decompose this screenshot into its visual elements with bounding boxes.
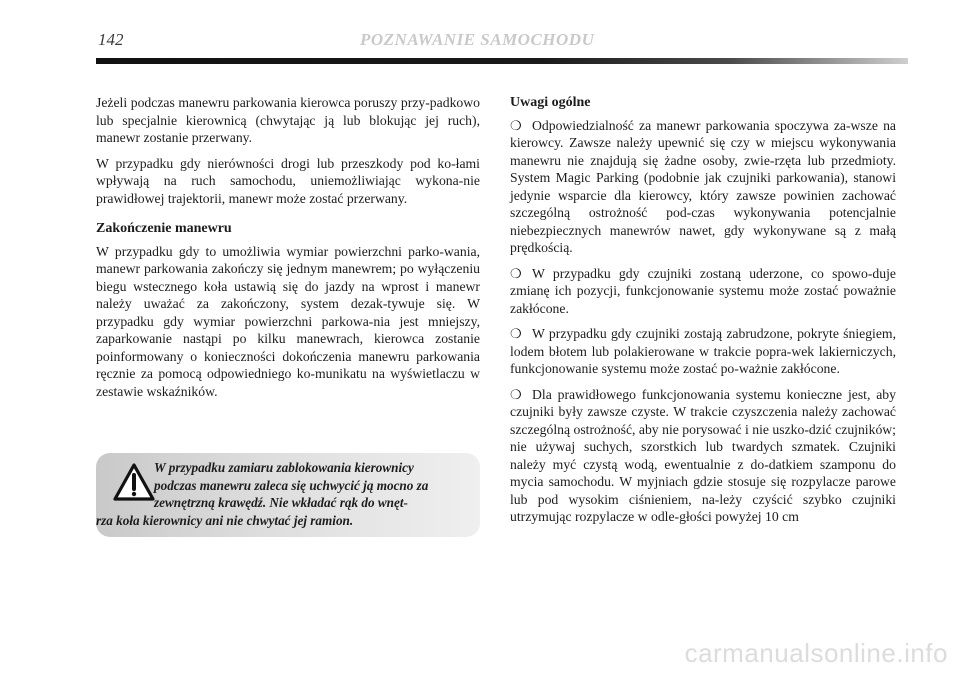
- warning-line: rza koła kierownicy ani nie chwytać jej ramion.: [96, 512, 354, 528]
- circle-bullet-icon: ❍: [510, 265, 522, 281]
- bullet-item: [510, 265, 896, 318]
- watermark: carmanualsonline.info: [684, 638, 948, 668]
- page-number: 142: [98, 30, 124, 49]
- warning-triangle-icon: [112, 462, 156, 502]
- paragraph-road-obstacles: W przypadku gdy nierówności drogi lub przeszkody pod ko-łami wpływają na ruch samochodu, uniemożliwiając wykona-nie prawidłowej trajektorii, manewr może zostać przerwany.: [96, 155, 480, 206]
- bullet-text: W przypadku gdy czujniki zostaną uderzone, co spowo-duje zmianę ich pozycji, funkcjonowanie systemu może zostać poważnie zakłócone.: [510, 265, 896, 316]
- bullet-text: Dla prawidłowego funkcjonowania systemu konieczne jest, aby czujniki były zawsze czyste. W trakcie czyszczenia należy zachować szczególną ostrożność, aby nie porysować i nie uszko-dzić czujników; nie używaj suchych, szorstkich lub twardych szmatek. Czujniki należy myć czystą wodą, ewentualnie z do-datkiem szamponu do mycia samochodu. W myjniach gdzie stosuje się rozpylacze parowe lub pod wysokim ciśnieniem, na-leży czyścić szybko czujniki utrzymując rozpylacze w odle-głości powyżej 10 cm: [510, 386, 896, 524]
- bullet-item: [510, 386, 896, 526]
- warning-line: podczas manewru zaleca się uchwycić ją mocno za: [154, 477, 429, 493]
- paragraph-end-of-maneuver: W przypadku gdy to umożliwia wymiar powierzchni parko-wania, manewr parkowania zakończy się jednym manewrem; po wyłączeniu biegu wstecznego koła ustawią się do jazdy na wprost i manewr należy uważać za zakończony, system dezak-tywuje się. W przypadku gdy wymiar powierzchni parkowa-nia jest mniejszy, zaparkowanie nastąpi po kilku manewrach, kierowca zostanie poinformowany o konieczności dokończenia manewru parkowania ręcznie za pomocą odpowiedniego ko-munikatu na wyświetlaczu w zestawie wskaźników.: [96, 243, 480, 399]
- left-column: [96, 94, 480, 408]
- header-rule: [96, 58, 908, 64]
- bullet-text: W przypadku gdy czujniki zostają zabrudzone, pokryte śniegiem, lodem błotem lub polakierowane w trakcie popra-wek lakierniczych, funkcjonowanie systemu może zostać po-ważnie zakłócone.: [510, 326, 896, 376]
- circle-bullet-icon: ❍: [510, 386, 522, 402]
- warning-box: [96, 453, 480, 537]
- circle-bullet-icon: ❍: [510, 326, 522, 341]
- bullet-item: [510, 325, 896, 378]
- right-column: [510, 94, 896, 534]
- section-heading-end-of-maneuver: Zakończenie manewru: [96, 221, 232, 236]
- paragraph-steering-interruption: Jeżeli podczas manewru parkowania kierowca poruszy przy-padkowo lub specjalnie kierownicą (chwytając ją lub blokując jej ruch), manewr zostanie przerwany.: [96, 95, 480, 145]
- bullet-item: [510, 117, 896, 257]
- warning-line: zewnętrzną krawędź. Nie wkładać rąk do wnęt-: [154, 495, 408, 510]
- bullet-text: Odpowiedzialność za manewr parkowania spoczywa za-wsze na kierowcy. Zawsze należy upewnić się czy w miejscu wykonywania manewru nie znajdują się żadne osoby, zwie-rzęta lub przedmioty. System Magic Parking (podobnie jak czujniki parkowania), stanowi jedynie wsparcie dla kierowcy, który zawsze powinien zachować szczególną ostrożność pod-czas wykonywania potencjalnie niebezpiecznych manewrów nawet, gdy wykonywane są z małą prędkością.: [510, 117, 896, 255]
- warning-line: W przypadku zamiaru zablokowania kierownicy: [154, 460, 414, 475]
- section-heading-general-notes: Uwagi ogólne: [510, 95, 591, 110]
- running-title: POZNAWANIE SAMOCHODU: [360, 30, 595, 49]
- circle-bullet-icon: ❍: [510, 117, 522, 133]
